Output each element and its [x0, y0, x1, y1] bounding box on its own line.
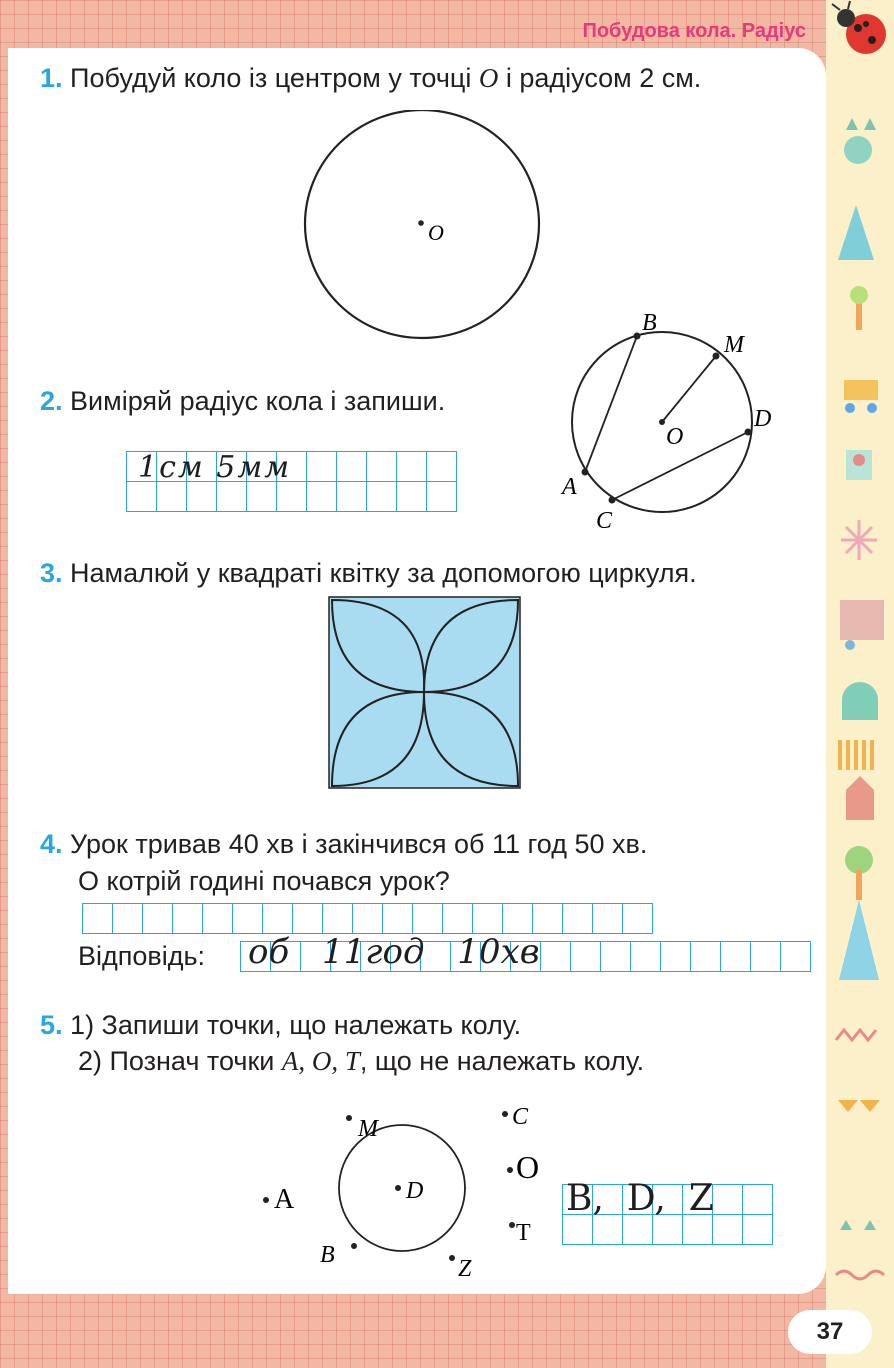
t5-label-d: D — [406, 1178, 424, 1204]
task-2-answer: 1см 5мм — [138, 450, 292, 485]
task-5-number: 5. — [40, 1010, 63, 1040]
task-5-line2-vars: A, O, T — [281, 1046, 360, 1076]
task-1-text-a: Побудуй коло із центром у точці — [70, 63, 479, 93]
task-3 — [40, 555, 697, 592]
center-label-o: O — [428, 220, 444, 245]
task-5-answer: B, D, Z — [566, 1178, 714, 1219]
point-label-b: B — [642, 310, 657, 336]
point-label-a: A — [562, 474, 577, 500]
task-5-circle-diagram — [240, 1100, 560, 1290]
task-5-line2-a: 2) Познач точки — [78, 1046, 282, 1076]
task-5 — [40, 1007, 521, 1044]
t5-label-m: M — [358, 1116, 378, 1142]
task-2-circle-diagram — [540, 300, 790, 540]
task-1-var: O — [478, 63, 499, 93]
t5-label-o: O — [516, 1149, 540, 1185]
task-4-work-grid[interactable] — [82, 903, 653, 934]
task-1-circle-drawing — [290, 110, 560, 350]
task-4-line2: О котрій годині почався урок? — [78, 866, 450, 896]
task-4-answer-label: Відповідь: — [78, 941, 206, 971]
task-2-text: Виміряй радіус кола і запиши. — [70, 386, 446, 416]
t5-label-t: T — [516, 1220, 531, 1246]
task-4-line1: Урок тривав 40 хв і закінчився об 11 год 50 хв. — [70, 829, 648, 859]
side-ornaments-icon — [826, 0, 894, 1368]
task-4-number: 4. — [40, 829, 63, 859]
task-1-number: 1. — [40, 63, 63, 93]
page-header-title: Побудова кола. Радіус — [582, 20, 806, 42]
task-1 — [40, 60, 701, 97]
task-2-number: 2. — [40, 386, 63, 416]
task-3-text: Намалюй у квадраті квітку за допомогою циркуля. — [70, 558, 697, 588]
ladybug-icon — [826, 0, 894, 66]
task-4-answer: об 11год 10хв — [248, 932, 540, 972]
point-label-d: D — [754, 406, 772, 432]
task-4 — [40, 826, 647, 863]
task-1-text-b: і радіусом 2 см. — [498, 63, 702, 93]
t5-label-z: Z — [458, 1256, 472, 1282]
task-3-number: 3. — [40, 558, 63, 588]
point-label-c: C — [596, 508, 613, 534]
point-label-o: O — [666, 424, 684, 450]
task-2 — [40, 383, 445, 420]
task-5-line1: 1) Запиши точки, що належать колу. — [70, 1010, 522, 1040]
point-label-m: M — [724, 332, 744, 358]
t5-label-b: B — [320, 1242, 335, 1268]
task-3-flower-drawing — [328, 596, 522, 790]
decorative-side-strip — [826, 0, 894, 1368]
t5-label-a: A — [274, 1184, 295, 1215]
page-number: 37 — [788, 1310, 872, 1354]
task-5-line2 — [78, 1043, 644, 1080]
task-5-line2-b: , що не належать колу. — [359, 1046, 645, 1076]
t5-label-c: C — [512, 1104, 529, 1130]
center-point-o — [418, 220, 424, 226]
